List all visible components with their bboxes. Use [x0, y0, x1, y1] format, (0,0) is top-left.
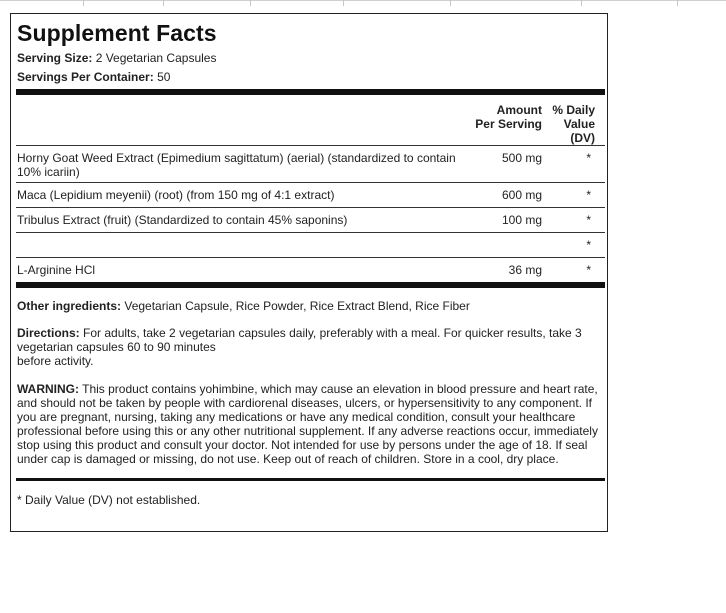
- warning-text: This product contains yohimbine, which may cause an elevation in blood pressure and heart rate, and should not be taken by people with cardiorenal diseases, ulcers, or hypersensitivity to any component. If you are pregnant, nursing, taking any medications or have any medical condition, consult your healthcare professional before using this or any other nutritional supplement. If any adverse reactions occur, immediately stop using this product and consult your doctor. Not intended for use by persons under the age of 18. If seal under cap is damaged or missing, do not use. Keep out of reach of children. Store in a cool, dry place.: [17, 382, 598, 466]
- serving-size-label: Serving Size:: [17, 51, 93, 65]
- dv-column-header: [545, 103, 595, 145]
- directions-text-cont: before activity.: [17, 354, 94, 368]
- other-ingredients: [17, 299, 605, 313]
- serving-size-value: 2 Vegetarian Capsules: [95, 51, 217, 65]
- ingredient-amount: 600 mg: [501, 188, 542, 202]
- warning: [17, 382, 605, 466]
- other-ingredients-text: Vegetarian Capsule, Rice Powder, Rice Extract Blend, Rice Fiber: [121, 299, 470, 313]
- ingredient-dv: *: [586, 151, 591, 165]
- footnote: * Daily Value (DV) not established.: [17, 493, 201, 507]
- dv-header-line: Value: [563, 117, 595, 131]
- directions: [17, 326, 605, 368]
- ingredient-dv: *: [586, 188, 591, 202]
- thick-divider: [16, 478, 605, 481]
- top-divider: [0, 0, 726, 1]
- ingredient-name: Horny Goat Weed Extract (Epimedium sagittatum) (aerial) (standardized to contain 10% icariin): [17, 151, 456, 179]
- column-divider: [450, 0, 451, 6]
- servings-label: Servings Per Container:: [17, 70, 154, 84]
- ingredient-amount: 100 mg: [501, 213, 542, 227]
- panel-title: Supplement Facts: [17, 20, 217, 46]
- servings-value: 50: [157, 70, 171, 84]
- column-divider: [581, 0, 582, 6]
- table-row: [16, 146, 605, 182]
- ingredient-dv: *: [586, 213, 591, 227]
- amount-header-line: Amount: [496, 103, 542, 117]
- directions-text: For adults, take 2 vegetarian capsules daily, preferably with a meal. For quicker results, take 3 vegetarian capsules 60 to 90 minutes: [17, 326, 582, 354]
- serving-size: [17, 51, 605, 65]
- column-divider: [250, 0, 251, 6]
- amount-column-header: [475, 103, 542, 131]
- ingredient-dv: *: [586, 263, 591, 277]
- table-row: [16, 183, 605, 207]
- panel-content: [16, 14, 605, 507]
- supplement-facts-panel: [10, 13, 608, 532]
- column-divider: [163, 0, 164, 6]
- column-divider: [83, 0, 84, 6]
- warning-label: WARNING:: [17, 382, 79, 396]
- amount-header-line: Per Serving: [475, 117, 542, 131]
- table-row: [16, 233, 605, 257]
- ingredient-dv: *: [586, 238, 591, 252]
- table-row: [16, 208, 605, 232]
- column-divider: [677, 0, 678, 6]
- other-ingredients-label: Other ingredients:: [17, 299, 122, 313]
- thick-divider: [16, 282, 605, 288]
- ingredient-name: Maca (Lepidium meyenii) (root) (from 150 mg of 4:1 extract): [17, 188, 335, 202]
- dv-header-line: (DV): [570, 131, 595, 145]
- directions-label: Directions:: [17, 326, 80, 340]
- ingredient-name: Tribulus Extract (fruit) (Standardized to contain 45% saponins): [17, 213, 348, 227]
- dv-header-line: % Daily: [552, 103, 595, 117]
- ingredient-amount: 500 mg: [501, 151, 542, 165]
- ingredient-name: L-Arginine HCl: [17, 263, 96, 277]
- ingredient-amount: 36 mg: [508, 263, 542, 277]
- column-divider: [343, 0, 344, 6]
- servings-per-container: [17, 70, 605, 84]
- table-row: [16, 258, 605, 282]
- table-header: [16, 95, 605, 145]
